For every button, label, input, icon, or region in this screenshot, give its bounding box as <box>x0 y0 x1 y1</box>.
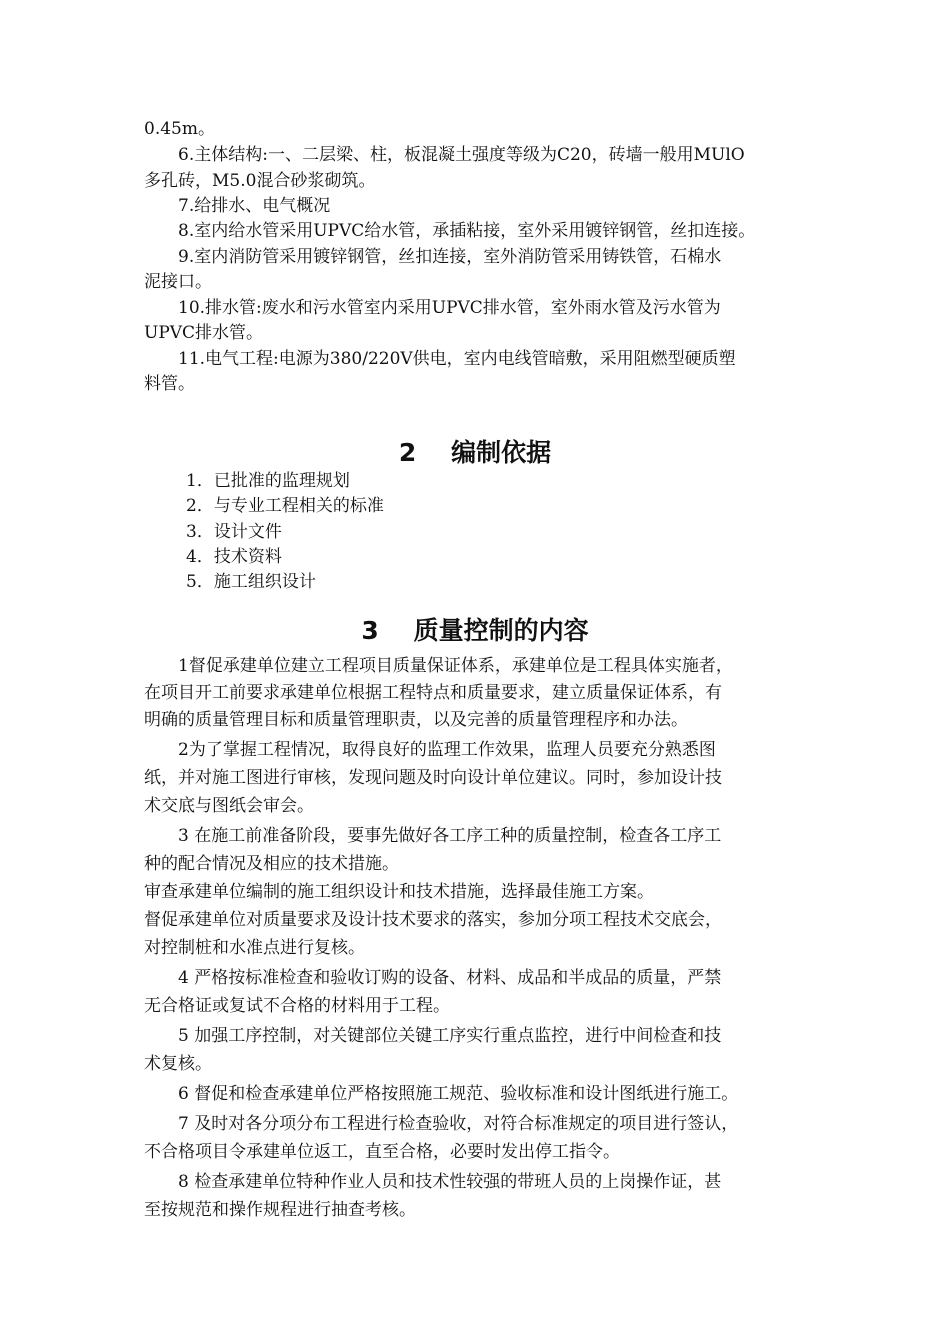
body-line: 4 严格按标准检查和验收订购的设备、材料、成品和半成品的质量，严禁 <box>178 968 722 988</box>
body-line: UPVC排水管。 <box>144 323 264 343</box>
list-item: 4．技术资料 <box>186 547 282 567</box>
body-line: 无合格证或复试不合格的材料用于工程。 <box>144 996 450 1016</box>
body-line: 不合格项目令承建单位返工，直至合格，必要时发出停工指令。 <box>144 1142 620 1162</box>
body-line: 种的配合情况及相应的技术措施。 <box>144 854 399 874</box>
body-line: 5 加强工序控制，对关键部位关键工序实行重点监控，进行中间检查和技 <box>178 1026 722 1046</box>
body-line: 纸，并对施工图进行审核，发现问题及时向设计单位建议。同时，参加设计技 <box>144 768 722 788</box>
body-line: 明确的质量管理目标和质量管理职责，以及完善的质量管理程序和办法。 <box>144 710 688 730</box>
body-line: 泥接口。 <box>144 272 212 292</box>
list-item: 1．已批准的监理规划 <box>186 471 350 491</box>
body-line: 3 在施工前准备阶段，要事先做好各工序工种的质量控制，检查各工序工 <box>178 826 722 846</box>
body-line: 至按规范和操作规程进行抽查考核。 <box>144 1200 416 1220</box>
body-line: 9.室内消防管采用镀锌钢管，丝扣连接，室外消防管采用铸铁管，石棉水 <box>178 247 722 267</box>
body-line: 督促承建单位对质量要求及设计技术要求的落实，参加分项工程技术交底会， <box>144 910 722 930</box>
body-line: 审查承建单位编制的施工组织设计和技术措施，选择最佳施工方案。 <box>144 882 654 902</box>
section-heading: 3 质量控制的内容 <box>361 616 589 645</box>
list-item: 3．设计文件 <box>186 522 282 542</box>
body-line: 料管。 <box>144 374 195 394</box>
body-line: 6 督促和检查承建单位严格按照施工规范、验收标准和设计图纸进行施工。 <box>178 1084 739 1104</box>
list-item: 2．与专业工程相关的标准 <box>186 496 384 516</box>
body-line: 6.主体结构:一、二层梁、柱，板混凝土强度等级为C20，砖墙一般用MUlO <box>178 145 745 165</box>
body-line: 2为了掌握工程情况，取得良好的监理工作效果，监理人员要充分熟悉图 <box>178 740 716 760</box>
body-line: 术复核。 <box>144 1054 212 1074</box>
body-line: 11.电气工程:电源为380/220V供电，室内电线管暗敷，采用阻燃型硬质塑 <box>178 349 736 369</box>
body-line: 对控制桩和水准点进行复核。 <box>144 938 365 958</box>
body-line: 8 检查承建单位特种作业人员和技术性较强的带班人员的上岗操作证，甚 <box>178 1172 722 1192</box>
body-line: 7.给排水、电气概况 <box>178 196 331 216</box>
body-line: 7 及时对各分项分布工程进行检查验收，对符合标准规定的项目进行签认， <box>178 1114 739 1134</box>
body-line: 多孔砖，M5.0混合砂浆砌筑。 <box>144 171 376 191</box>
body-line: 术交底与图纸会审会。 <box>144 796 314 816</box>
section-heading: 2 编制依据 <box>398 438 552 467</box>
body-line: 1督促承建单位建立工程项目质量保证体系，承建单位是工程具体实施者， <box>178 656 733 676</box>
body-line: 10.排水管:废水和污水管室内采用UPVC排水管，室外雨水管及污水管为 <box>178 298 721 318</box>
list-item: 5．施工组织设计 <box>186 572 316 592</box>
body-line: 8.室内给水管采用UPVC给水管，承插粘接，室外采用镀锌钢管，丝扣连接。 <box>178 221 756 241</box>
body-line: 0.45m。 <box>144 119 215 139</box>
body-line: 在项目开工前要求承建单位根据工程特点和质量要求，建立质量保证体系，有 <box>144 683 722 703</box>
